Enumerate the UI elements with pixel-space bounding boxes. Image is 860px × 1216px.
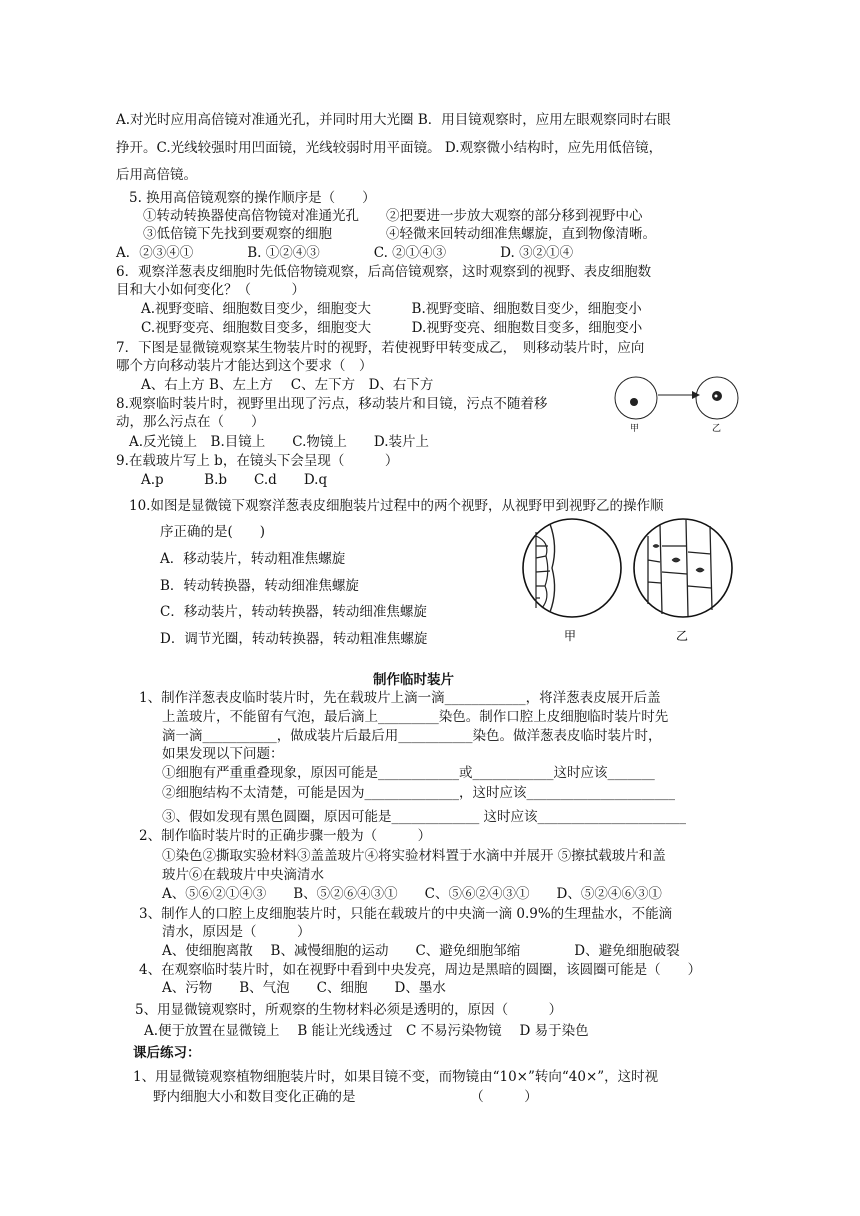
text-line: 9.在载玻片写上 b，在镜头下会呈现（ ） xyxy=(116,453,399,469)
text-line: 5、用显微镜观察时，所观察的生物材料必须是透明的，原因（ ） xyxy=(135,1002,563,1018)
text-line: A．移动装片，转动粗准焦螺旋 xyxy=(160,551,346,567)
text-line: 滴一滴___________，做成装片后最后用___________染色。做洋葱表皮临时装片时， xyxy=(162,728,662,744)
figure-label-right: 乙 xyxy=(712,424,722,434)
specimen-dot-right-core xyxy=(715,395,718,398)
text-line: A、⑤⑥②①④③ B、⑤②⑥④③① C、⑤⑥②④③① D、⑤②④⑥③① xyxy=(162,886,662,902)
view-circle-left xyxy=(615,377,657,419)
microscope-view-figure xyxy=(614,365,742,435)
text-line: 1、用显微镜观察植物细胞装片时，如果目镜不变，而物镜由“10×”转向“40×”，这时视 xyxy=(133,1069,659,1085)
text-line: A.p B.b C.d D.q xyxy=(141,472,328,488)
onion-cell-views-figure xyxy=(520,516,735,676)
view-field-left xyxy=(523,519,621,617)
text-line: A、右上方 B、左上方 C、左下方 D、右下方 xyxy=(141,377,434,393)
text-line: ③低倍镜下先找到要观察的细胞 ④轻微来回转动细准焦螺旋，直到物像清晰。 xyxy=(143,226,656,242)
text-line: A.对光时应用高倍镜对准通光孔，并同时用大光圈 B．用目镜观察时，应用左眼观察同时右眼 xyxy=(116,112,671,128)
text-line: B．转动转换器，转动细准焦螺旋 xyxy=(160,578,359,594)
text-line: ③、假如发现有黑色圆圈，原因可能是_____________ 这时应该______________________ xyxy=(162,809,687,825)
text-line: 目和大小如何变化？（ ） xyxy=(116,282,305,298)
text-line: ①转动转换器使高倍物镜对准通光孔 ②把要进一步放大观察的部分移到视野中心 xyxy=(143,208,643,224)
text-line: A、使细胞离散 B、减慢细胞的运动 C、避免细胞邹缩 D、避免细胞破裂 xyxy=(162,943,680,959)
text-line: C.视野变亮、细胞数目变多，细胞变大 D.视野变亮、细胞数目变多，细胞变小 xyxy=(141,320,643,336)
text-line: 挣开。C.光线较强时用凹面镜，光线较弱时用平面镜。 D.观察微小结构时，应先用低倍镜， xyxy=(116,140,663,156)
section-title: 课后练习： xyxy=(133,1045,201,1061)
text-line: C．移动装片，转动转换器，转动细准焦螺旋 xyxy=(160,604,427,620)
text-line: 10.如图是显微镜下观察洋葱表皮细胞装片过程中的两个视野，从视野甲到视野乙的操作顺 xyxy=(129,498,664,514)
text-line: 2、制作临时装片时的正确步骤一般为（ ） xyxy=(139,828,432,844)
text-line: ②细胞结构不太清楚，可能是因为______________，这时应该______________________ xyxy=(162,785,675,801)
figure-label-left: 甲 xyxy=(564,629,577,643)
text-line: A.反光镜上 B.目镜上 C.物镜上 D.装片上 xyxy=(129,434,430,450)
text-line: 4、在观察临时装片时，如在视野中看到中央发亮，周边是黑暗的圆圈，该圆圈可能是（ ） xyxy=(139,962,702,978)
text-line: 序正确的是( ) xyxy=(160,524,266,540)
text-line: 7．下图是显微镜观察某生物装片时的视野，若使视野甲转变成乙， 则移动装片时，应向 xyxy=(116,340,645,356)
text-line: 3、制作人的口腔上皮细胞装片时，只能在载玻片的中央滴一滴 0.9%的生理盐水，不能滴 xyxy=(139,906,673,922)
section-title: 制作临时装片 xyxy=(373,672,454,688)
text-line: ①染色②撕取实验材料③盖盖玻片④将实验材料置于水滴中并展开 ⑤擦拭载玻片和盖 xyxy=(162,848,666,864)
text-line: 清水，原因是（ ） xyxy=(162,924,311,940)
text-line: 上盖玻片，不能留有气泡，最后滴上_________染色。制作口腔上皮细胞临时装片时先 xyxy=(162,709,669,725)
text-line: ①细胞有严重重叠现象，原因可能是____________或____________这时应该_______ xyxy=(162,765,655,781)
figure-label-right: 乙 xyxy=(676,629,689,643)
text-line: 动，那么污点在（ ） xyxy=(116,414,265,430)
text-line: A．②③④① B. ①②④③ C. ②①④③ D. ③②①④ xyxy=(116,245,574,261)
text-line: A.便于放置在显微镜上 B 能让光线透过 C 不易污染物镜 D 易于染色 xyxy=(144,1023,589,1039)
view-field-right xyxy=(634,519,732,617)
text-line: 哪个方向移动装片才能达到这个要求（ ） xyxy=(116,358,373,374)
specimen-dot-left xyxy=(630,398,638,406)
text-line: D．调节光圈，转动转换器，转动粗准焦螺旋 xyxy=(160,631,428,647)
text-line: 如果发现以下问题： xyxy=(162,746,284,762)
text-line: A、污物 B、气泡 C、细胞 D、墨水 xyxy=(162,980,446,996)
text-line: A.视野变暗、细胞数目变少，细胞变大 B.视野变暗、细胞数目变少，细胞变小 xyxy=(141,301,642,317)
text-line: 8.观察临时装片时，视野里出现了污点，移动装片和目镜，污点不随着移 xyxy=(116,396,548,412)
text-line: 野内细胞大小和数目变化正确的是 （ ） xyxy=(153,1089,538,1105)
text-line: 6．观察洋葱表皮细胞时先低倍物镜观察，后高倍镜观察，这时观察到的视野、表皮细胞数 xyxy=(116,264,652,280)
text-line: 后用高倍镜。 xyxy=(116,167,197,183)
text-line: 1、制作洋葱表皮临时装片时，先在载玻片上滴一滴____________，将洋葱表皮展开后盖 xyxy=(139,690,661,706)
figure-label-left: 甲 xyxy=(630,424,640,434)
text-line: 5. 换用高倍镜观察的操作顺序是（ ） xyxy=(129,190,376,206)
text-line: 玻片⑥在载玻片中央滴清水 xyxy=(162,867,324,883)
